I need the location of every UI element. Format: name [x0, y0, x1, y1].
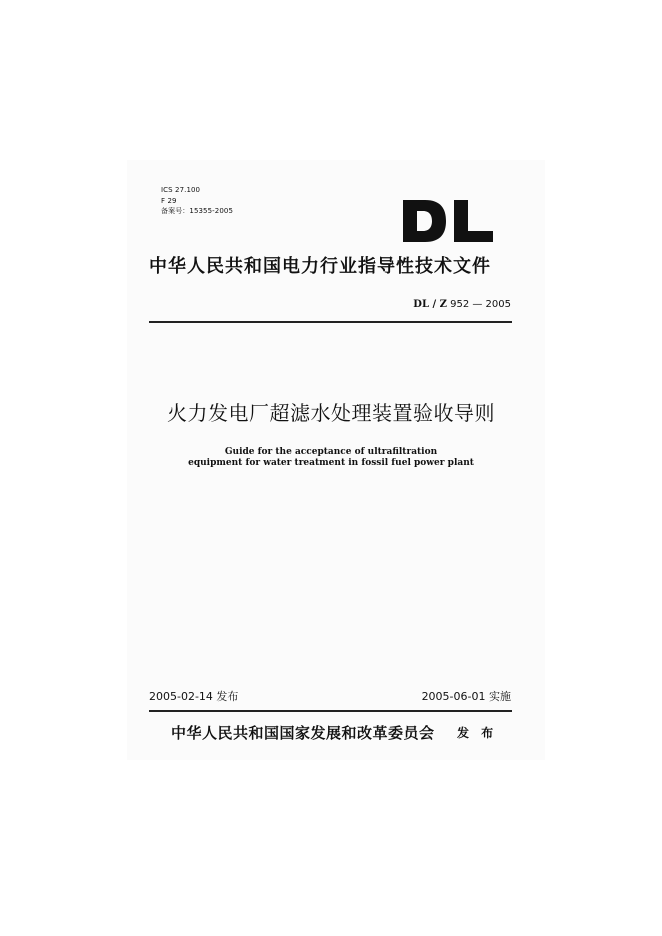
- classification-code: F 29: [161, 197, 177, 205]
- publisher: 中华人民共和国国家发展和改革委员会: [171, 724, 435, 742]
- ics-code: ICS 27.100: [161, 186, 201, 194]
- footer-divider: [149, 710, 512, 712]
- effective-date: 2005-06-01 实施: [421, 690, 511, 703]
- standard-number-prefix: DL / Z: [413, 299, 447, 310]
- release-date: 2005-02-14 发布: [149, 690, 239, 703]
- document-title-en-line-1: Guide for the acceptance of ultrafiltration: [224, 447, 438, 457]
- issuing-category: 中华人民共和国电力行业指导性技术文件: [149, 256, 491, 277]
- standard-number: [413, 299, 511, 311]
- document-title-en-line-2: equipment for water treatment in fossil fuel power plant: [188, 458, 474, 468]
- dl-logo-l: [454, 200, 493, 242]
- dl-logo-d: [403, 200, 446, 242]
- publish-label: 发 布: [457, 726, 498, 740]
- record-number: 备案号：15355-2005: [161, 207, 234, 215]
- header-divider: [149, 321, 512, 323]
- dl-logo: [399, 197, 497, 245]
- document-title-cn: 火力发电厂超滤水处理装置验收导则: [167, 401, 495, 425]
- standard-number-value: 952 — 2005: [450, 299, 511, 310]
